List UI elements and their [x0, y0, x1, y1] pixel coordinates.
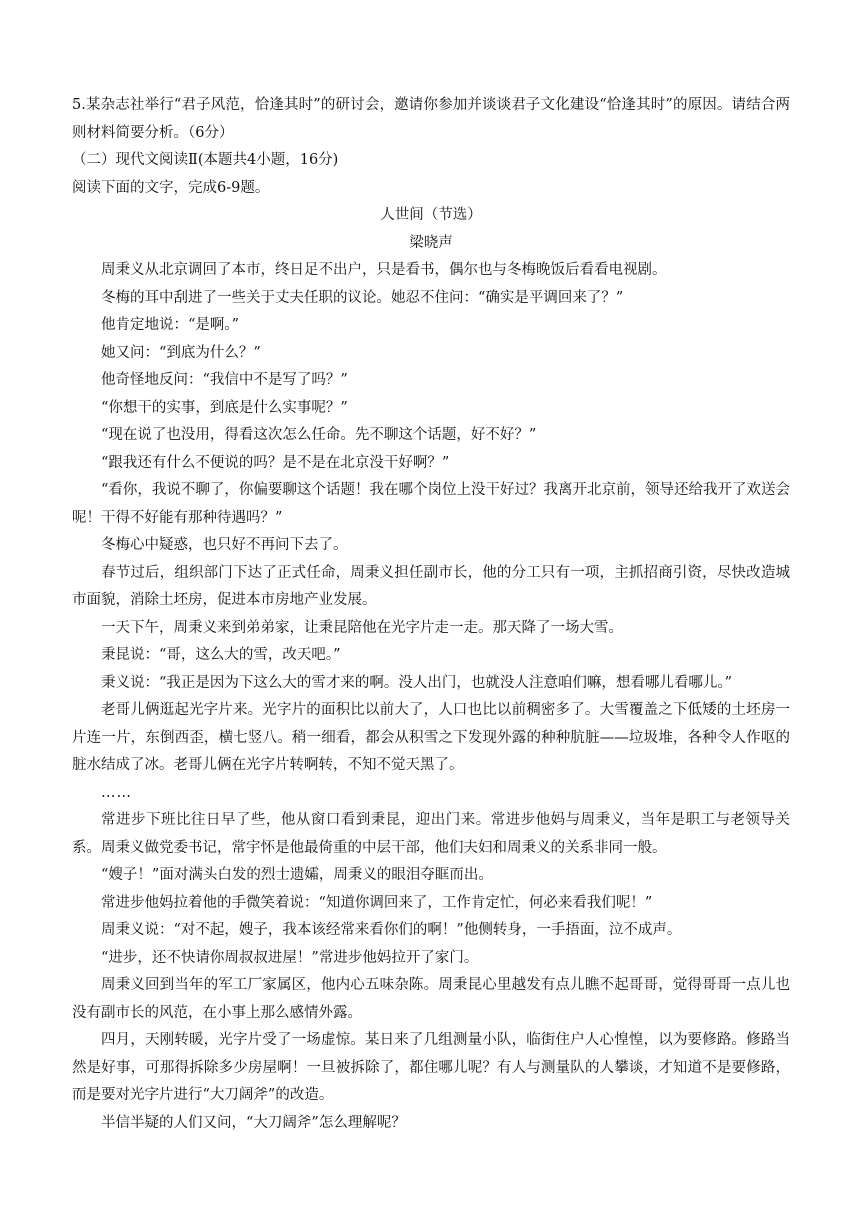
- article-paragraph: “嫂子！”面对满头白发的烈士遗孀，周秉义的眼泪夺眶而出。: [101, 867, 493, 883]
- article-paragraph: 冬梅心中疑惑，也只好不再问下去了。: [101, 537, 348, 553]
- article-paragraph: 他奇怪地反问：“我信中不是写了吗？”: [101, 372, 348, 388]
- article-paragraph: “跟我还有什么不便说的吗？是不是在北京没干好啊？”: [101, 454, 450, 471]
- article-paragraph: 一天下午，周秉义来到弟弟家，让秉昆陪他在光字片走一走。那天降了一场大雪。: [101, 619, 623, 636]
- article-author: 梁晓声: [409, 234, 453, 251]
- article-paragraph: 常进步他妈拉着他的手微笑着说：“知道你调回来了，工作肯定忙，何必来看我们呢！”: [101, 894, 653, 911]
- article-paragraph: 她又问：“到底为什么？”: [101, 344, 261, 361]
- article-paragraph: 春节过后，组织部门下达了正式任命，周秉义担任副市长，他的分工只有一项，主抓招商引资，尽快改造城市面貌，消除土坯房，促进本市房地产业发展。: [72, 564, 790, 608]
- article-paragraph: “你想干的实事，到底是什么实事呢？”: [101, 399, 348, 416]
- article-paragraph: 冬梅的耳中刮进了一些关于丈夫任职的议论。她忍不住问：“确实是平调回来了？”: [101, 289, 624, 306]
- article-title: 人世间（节选）: [380, 207, 482, 223]
- article-paragraph: 周秉义从北京调回了本市，终日足不出户，只是看书，偶尔也与冬梅晚饭后看看电视剧。: [101, 262, 667, 278]
- section-header: （二）现代文阅读Ⅱ(本题共4小题，16分): [72, 152, 339, 168]
- article-paragraph: 四月，天刚转暖，光字片受了一场虚惊。某日来了几组测量小队，临街住户人心惶惶，以为要修路。修路当然是好事，可那得拆除多少房屋啊！一旦被拆除了，都住哪儿呢？有人与测量队的人攀谈，才知道不是要修路，而是要对光字片进行“大刀阔斧”的改造。: [72, 1032, 790, 1103]
- article-paragraph: 半信半疑的人们又问，“大刀阔斧”怎么理解呢？: [101, 1114, 406, 1131]
- article-ellipsis: ……: [101, 784, 132, 801]
- document-content: [72, 92, 790, 1137]
- article-paragraph: 周秉义说：“对不起，嫂子，我本该经常来看你们的啊！”他侧转身，一手捂面，泣不成声。: [101, 922, 682, 938]
- article-paragraph: 他肯定地说：“是啊。”: [101, 317, 240, 333]
- article-paragraph: “进步，还不快请你周叔叔进屋！”常进步他妈拉开了家门。: [101, 949, 479, 966]
- question-5: 5.某杂志社举行“君子风范，恰逢其时”的研讨会，邀请你参加并谈谈君子文化建设“恰逢其时”的原因。请结合两则材料简要分析。（6分）: [72, 97, 790, 141]
- article-paragraph: 老哥儿俩逛起光字片来。光字片的面积比以前大了，人口也比以前稠密多了。大雪覆盖之下低矮的土坯房一片连一片，东倒西歪，横七竖八。稍一细看，都会从积雪之下发现外露的种种肮脏——垃圾堆，各种令人作呕的脏水结成了冰。老哥儿俩在光字片转啊转，不知不觉天黑了。: [72, 702, 790, 773]
- article-paragraph: 常进步下班比往日早了些，他从窗口看到秉昆，迎出门来。常进步他妈与周秉义，当年是职工与老领导关系。周秉义做党委书记，常宇怀是他最倚重的中层干部，他们夫妇和周秉义的关系非同一般。: [72, 812, 790, 856]
- article-paragraph: 秉昆说：“哥，这么大的雪，改天吧。”: [101, 647, 341, 663]
- reading-instruction: 阅读下面的文字，完成6-9题。: [72, 179, 270, 196]
- article-paragraph: “看你，我说不聊了，你偏要聊这个话题！我在哪个岗位上没干好过？我离开北京前，领导还给我开了欢送会呢！干得不好能有那种待遇吗？”: [72, 482, 790, 526]
- article-paragraph: 周秉义回到当年的军工厂家属区，他内心五味杂陈。周秉昆心里越发有点儿瞧不起哥哥，觉得哥哥一点儿也没有副市长的风范，在小事上那么感情外露。: [72, 977, 790, 1021]
- article-paragraph: “现在说了也没用，得看这次怎么任命。先不聊这个话题，好不好？”: [101, 427, 537, 443]
- article-paragraph: 秉义说：“我正是因为下这么大的雪才来的啊。没人出门，也就没人注意咱们嘛，想看哪儿看哪儿。”: [101, 674, 733, 691]
